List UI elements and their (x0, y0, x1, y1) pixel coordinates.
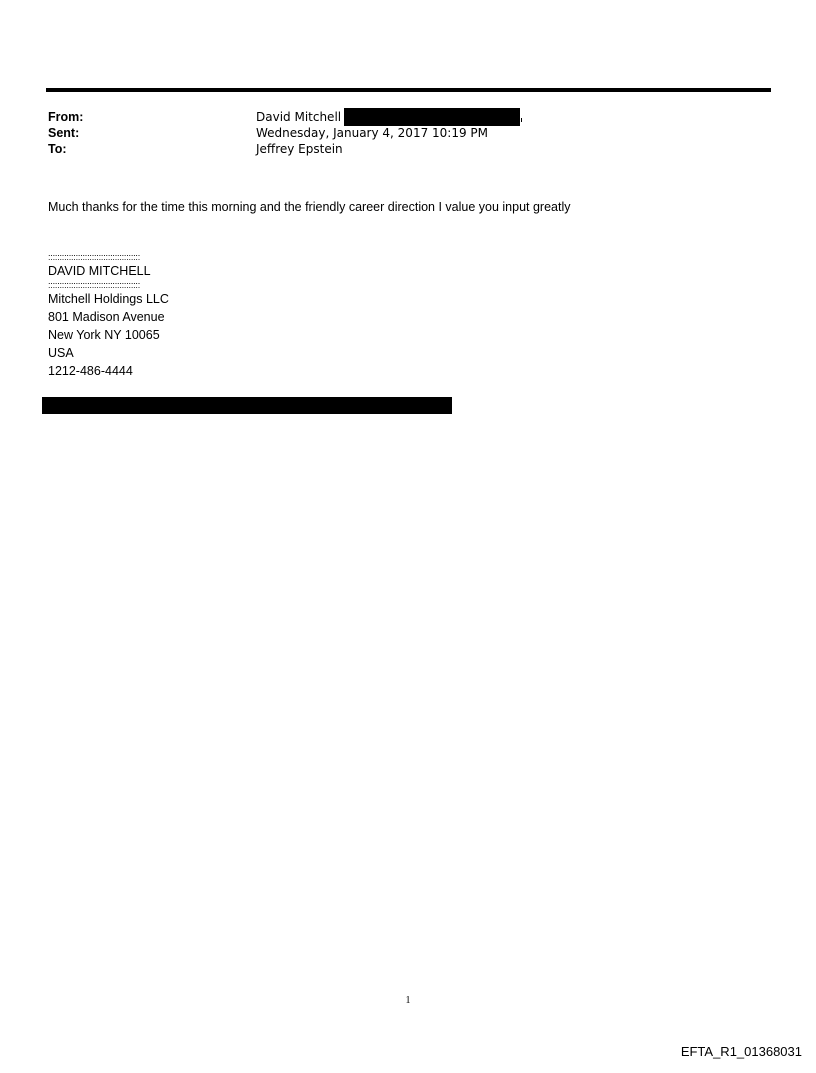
sent-value: Wednesday, January 4, 2017 10:19 PM (256, 126, 489, 140)
from-row (48, 109, 768, 125)
sent-label: Sent: (48, 126, 80, 140)
redacted-signature-line (42, 397, 452, 414)
from-label: From: (48, 110, 84, 124)
signature-divider-bottom: :::::::::::::::::::::::::::::::::::::::: (48, 280, 141, 290)
redacted-email-address (344, 108, 520, 126)
signature-divider-top: :::::::::::::::::::::::::::::::::::::::: (48, 252, 141, 262)
signature-address-line1: 801 Madison Avenue (48, 310, 165, 324)
signature-company: Mitchell Holdings LLC (48, 292, 169, 306)
email-header (48, 109, 768, 157)
signature-country: USA (48, 346, 74, 360)
to-row (48, 141, 768, 157)
from-trailing-mark (521, 118, 522, 122)
sent-row (48, 125, 768, 141)
signature-name: DAVID MITCHELL (48, 264, 151, 278)
from-name: David Mitchell (256, 110, 342, 124)
page-number: 1 (405, 995, 411, 1006)
from-value (256, 109, 522, 125)
signature-phone: 1212-486-4444 (48, 364, 133, 378)
document-id: EFTA_R1_01368031 (680, 1044, 802, 1059)
to-value: Jeffrey Epstein (256, 142, 343, 156)
email-signature (48, 252, 169, 380)
header-divider-rule (46, 88, 771, 92)
to-label: To: (48, 142, 67, 156)
email-body: Much thanks for the time this morning and the friendly career direction I value you input greatly (48, 200, 571, 214)
signature-address-line2: New York NY 10065 (48, 328, 160, 342)
